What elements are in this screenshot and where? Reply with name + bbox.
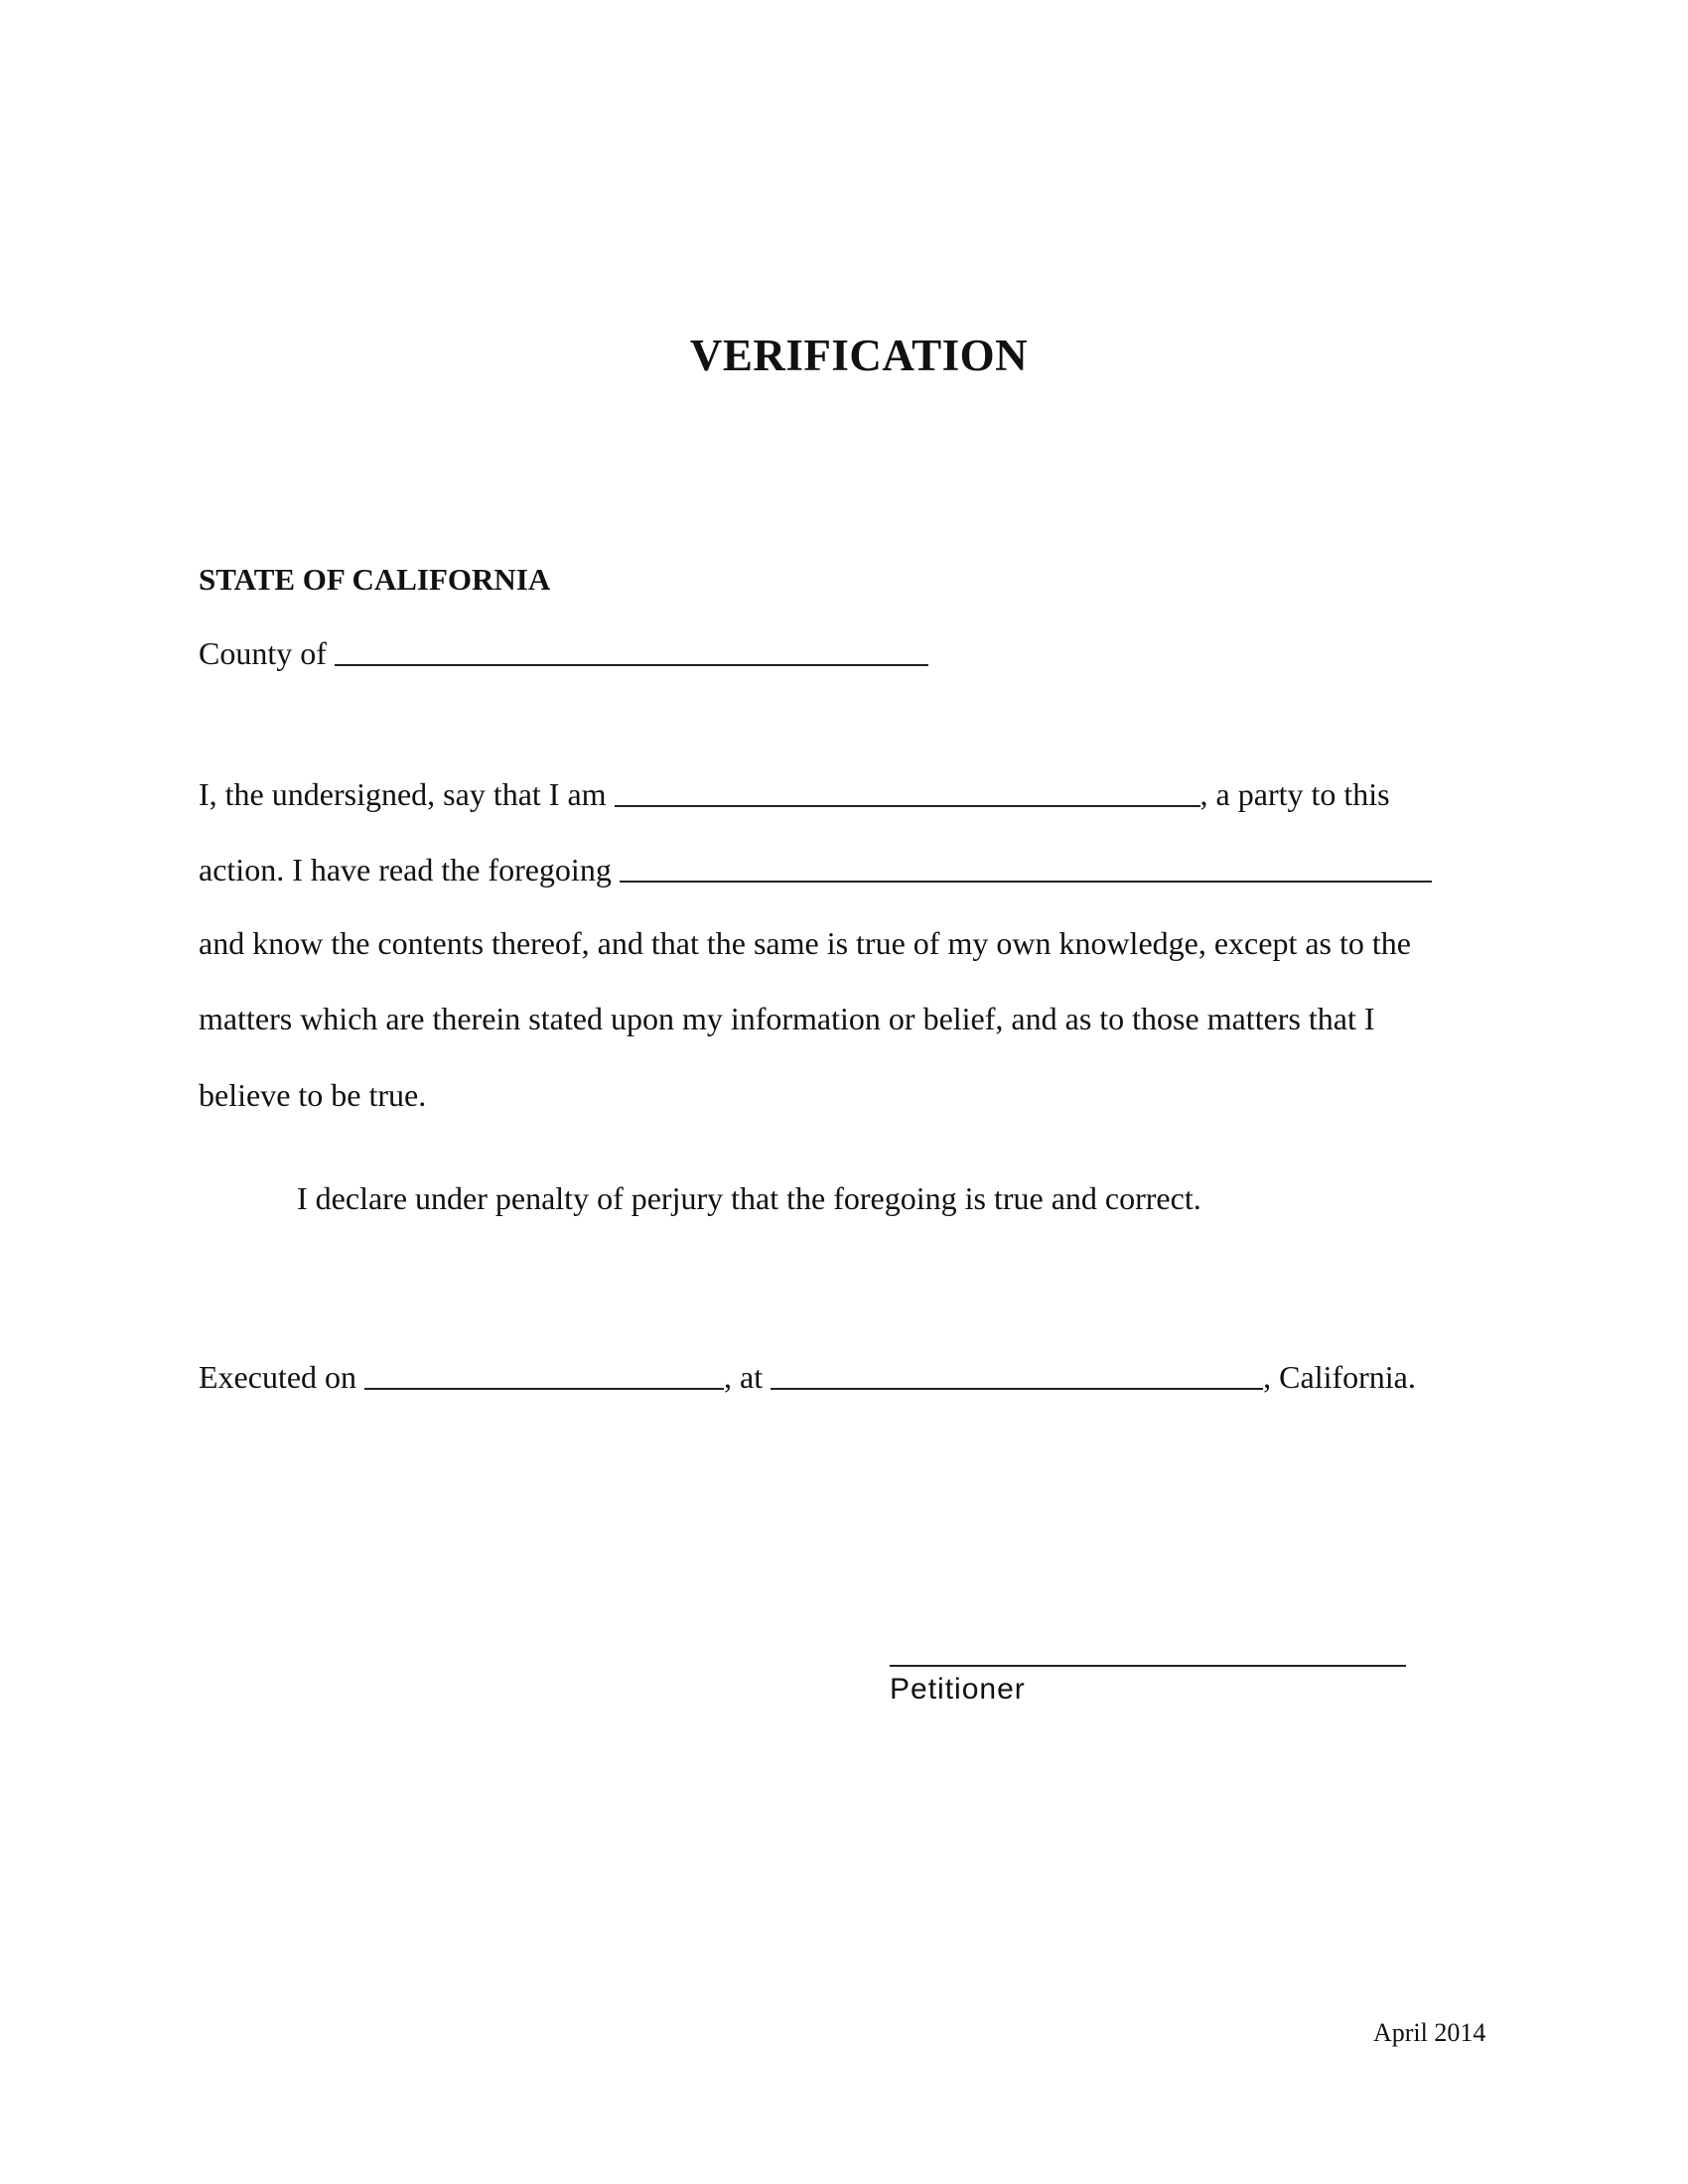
county-label: County of <box>199 635 327 671</box>
execution-prefix: Executed on <box>199 1359 357 1395</box>
execution-suffix: , California. <box>1263 1359 1416 1395</box>
statement-line-3: and know the contents thereof, and that the same is true of my own knowledge, except as to the <box>199 925 1411 961</box>
statement-line-2-prefix: action. I have read the foregoing <box>199 852 612 887</box>
execution-place-field[interactable] <box>771 1358 1263 1390</box>
party-name-field[interactable] <box>615 775 1200 807</box>
signature-label: Petitioner <box>890 1673 1026 1706</box>
execution-line <box>199 1356 1416 1396</box>
statement-line-4: matters which are therein stated upon my information or belief, and as to those matters that I <box>199 1001 1375 1036</box>
statement-line-1 <box>199 773 1390 813</box>
statement-line-5: believe to be true. <box>199 1077 427 1113</box>
execution-middle: , at <box>724 1359 764 1395</box>
statement-line-1-prefix: I, the undersigned, say that I am <box>199 776 607 812</box>
document-name-field[interactable] <box>620 851 1432 883</box>
document-title: VERIFICATION <box>689 331 1029 380</box>
declaration-text: I declare under penalty of perjury that the foregoing is true and correct. <box>297 1180 1201 1216</box>
state-heading: STATE OF CALIFORNIA <box>199 562 551 597</box>
signature-line[interactable] <box>890 1665 1406 1667</box>
statement-line-1-suffix: , a party to this <box>1199 776 1390 812</box>
county-field[interactable] <box>335 634 928 666</box>
statement-line-2 <box>199 849 1432 888</box>
footer-date: April 2014 <box>1373 2018 1486 2047</box>
execution-date-field[interactable] <box>364 1358 724 1390</box>
county-line <box>199 632 928 672</box>
